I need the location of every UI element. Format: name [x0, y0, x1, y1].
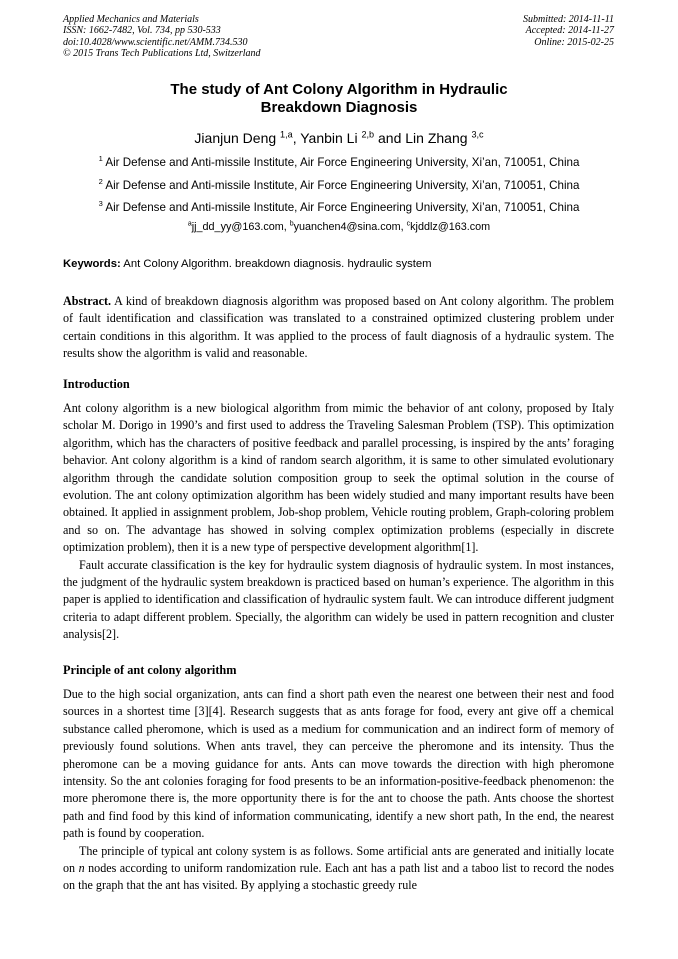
author-list: Jianjun Deng $^{1,a}$, Yanbin Li $^{2,b}$ and Lin Zhang $^{3,c}$ — [194, 129, 484, 146]
author-name: Lin Zhang — [405, 130, 468, 146]
accepted-date: Accepted: 2014-11-27 — [525, 25, 614, 37]
email-link[interactable]: jj_dd_yy@163.com, — [191, 221, 287, 233]
principle-body — [63, 686, 614, 895]
journal-name: Applied Mechanics and Materials — [63, 14, 199, 25]
email-link[interactable]: yuanchen4@sina.com, — [293, 221, 404, 233]
affiliation: $^1$ Air Defense and Anti-missile Institute, Air Force Engineering University, Xi’an, 710051, China — [98, 154, 580, 169]
keywords-text: Ant Colony Algorithm. breakdown diagnosis. hydraulic system — [123, 258, 432, 270]
paragraph: The principle of typical ant colony system is as follows. Some artificial ants are generated and initially locate on n nodes according to uniform randomization rule. Each ant has a path list and a taboo list to record the nodes on the graph that the ant has visited. By applying a stochastic greedy rule — [63, 843, 614, 893]
section-heading: Principle of ant colony algorithm — [63, 663, 237, 677]
journal-issn: ISSN: 1662-7482, Vol. 734, pp 530-533 — [63, 25, 221, 37]
email-link[interactable]: kjddlz@163.com — [410, 221, 491, 233]
journal-info — [63, 14, 261, 59]
section-heading: Introduction — [63, 377, 130, 391]
paper-title: The study of Ant Colony Algorithm in Hydraulic Breakdown Diagnosis — [170, 81, 508, 116]
introduction-body — [63, 400, 614, 644]
affiliation: $^2$ Air Defense and Anti-missile Institute, Air Force Engineering University, Xi’an, 710051, China — [98, 177, 580, 192]
author-name: Jianjun Deng — [194, 130, 277, 146]
keywords-label: Keywords: — [63, 258, 121, 270]
abstract-text: A kind of breakdown diagnosis algorithm was proposed based on Ant colony algorithm. The problem of fault identification and classification was translated to a constrained optimized clustering problem under certain conditions in this algorithm. It was applied to the process of fault diagnosis of a hydraulic system. The results show the algorithm is valid and reasonable. — [63, 294, 614, 361]
paragraph: Fault accurate classification is the key for hydraulic system diagnosis of hydraulic system. In most instances, the judgment of the hydraulic system breakdown is practiced based on human’s experience. The algorithm in this paper is applied to identification and classification of hydraulic system fault. We can introduce different judgment criteria to adapt different problem. Specially, the algorithm can widely be used in pattern recognition and cluster analysis[2]. — [63, 557, 614, 642]
paragraph: Ant colony algorithm is a new biological algorithm from mimic the behavior of ant colony, proposed by Italy scholar M. Dorigo in 1990’s and first used to address the Traveling Salesman Problem (TSP). This optimization algorithm, which has the characters of positive feedback and parallel processing, is inspired by the ants’ foraging behavior. Ant colony algorithm is a kind of random search algorithm, it is same to other simulated evolutionary algorithm through the candidate solution composition group to seek the optimal solution in the course of evolution. The ant colony optimization algorithm has been widely studied and many important results have been obtained. It applied in assignment problem, Job-shop problem, Vehicle routing problem, Graph-coloring problem and so on. The advantage has showed in solving complex optimization problems (especially in discrete optimization problem), then it is a new type of perspective development algorithm[1]. — [63, 401, 614, 555]
author-name: Yanbin Li — [300, 130, 358, 146]
journal-copyright: © 2015 Trans Tech Publications Ltd, Switzerland — [63, 47, 261, 59]
abstract — [63, 293, 614, 363]
affiliation: $^3$ Air Defense and Anti-missile Institute, Air Force Engineering University, Xi’an, 710051, China — [98, 199, 580, 214]
online-date: Online: 2015-02-25 — [534, 36, 614, 48]
journal-doi: doi:10.4028/www.scientific.net/AMM.734.530 — [63, 36, 248, 48]
keywords — [63, 258, 615, 270]
email-list: $^a$jj_dd_yy@163.com, $^b$yuanchen4@sina.com, $^c$kjddlz@163.com — [187, 220, 491, 233]
paragraph: Due to the high social organization, ants can find a short path even the nearest one between their nest and food sources in a shortest time [3][4]. Research suggests that as ants forage for food, every ant give off a chemical substance called pheromone, which is used as a medium for communication and an indirect form of memory of previously found solutions. When ants travel, they can perceive the pheromone and its intensity. Thus the pheromone can be a moving guidance for ants. Ants can move towards the direction with high pheromone intensity. So the ant colonies foraging for food presents to be an information-positive-feedback phenomenon: the more pheromone there is, the more opportunity there is for the ant to choose the path. Ants choose the shortest path and find food by this kind of information communicating, identify a new short path, In the end, the nearest path is found by cooperation. — [63, 687, 614, 841]
submission-dates — [523, 14, 614, 48]
abstract-label: Abstract. — [63, 294, 112, 308]
submitted-date: Submitted: 2014-11-11 — [522, 14, 614, 25]
